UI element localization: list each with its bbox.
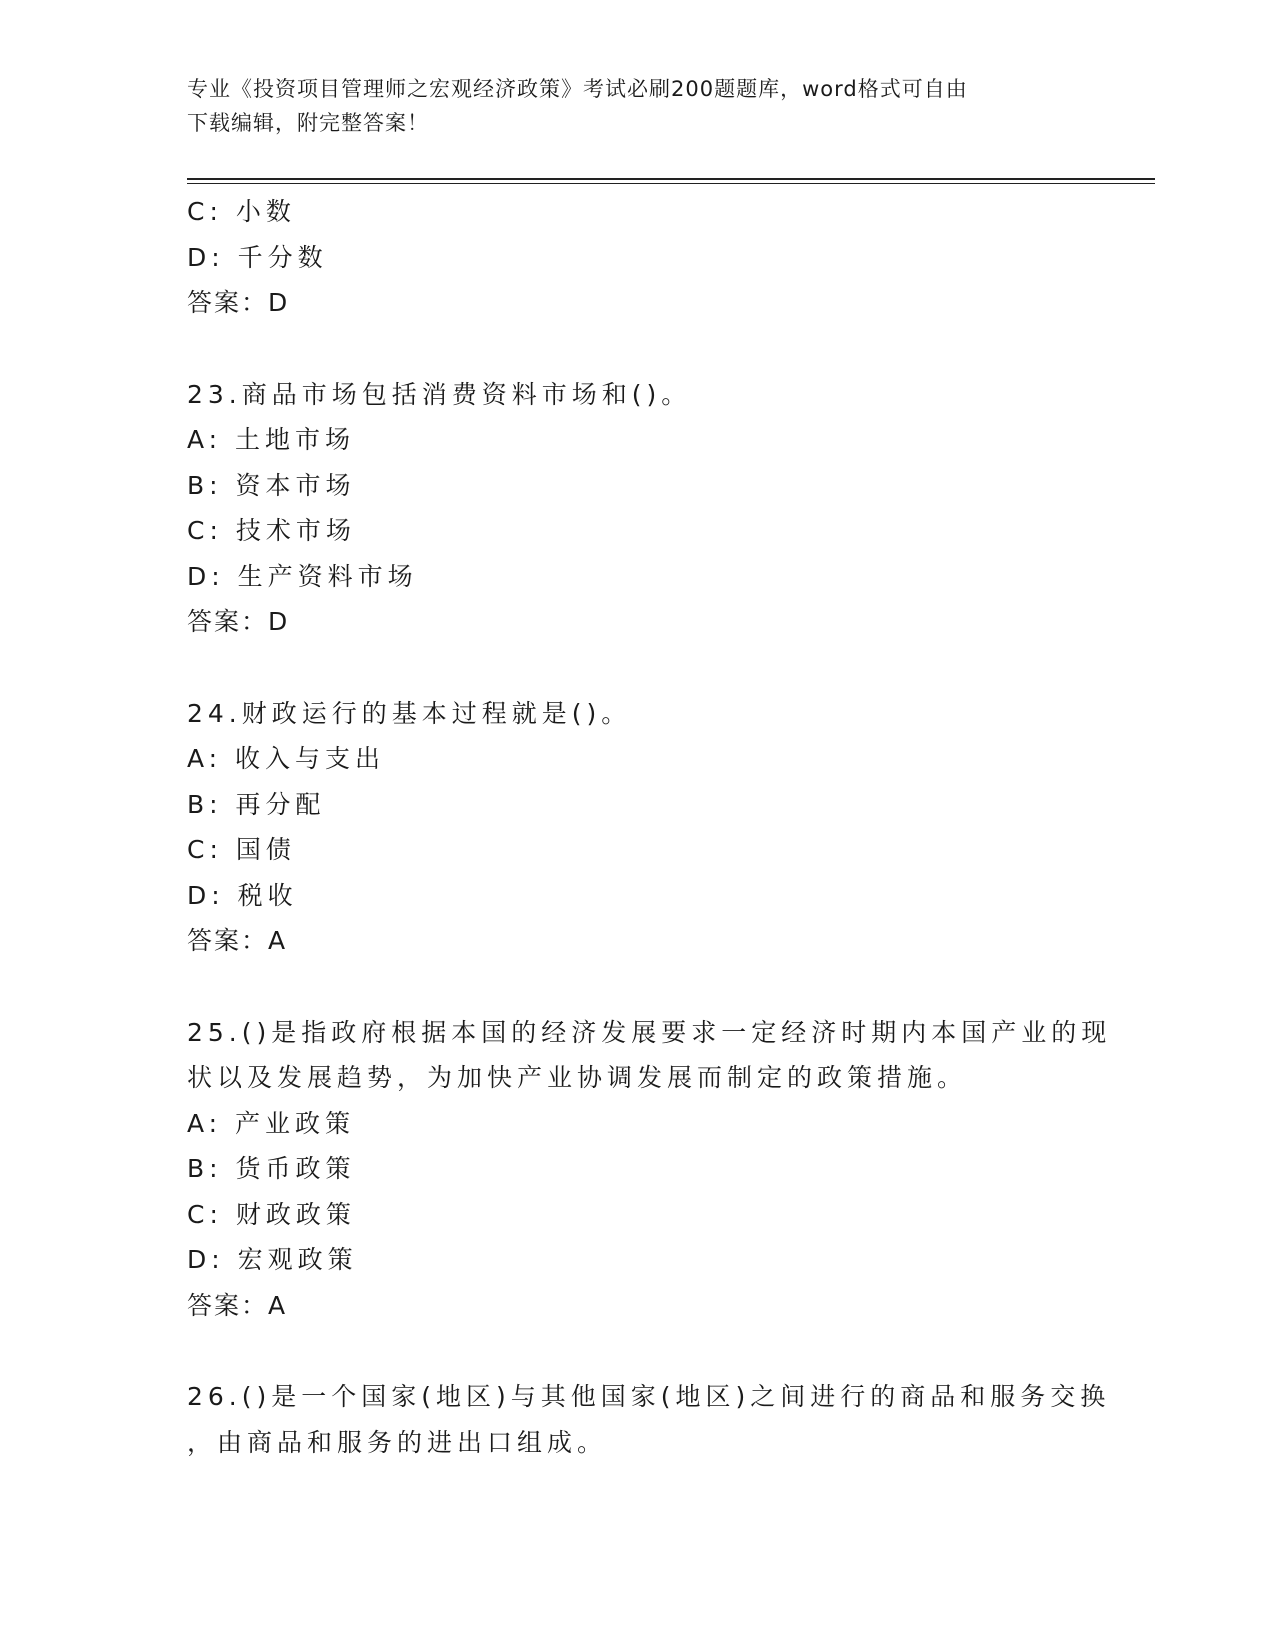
question-block-25 xyxy=(187,1010,1112,1329)
header-rule-thick xyxy=(187,178,1155,180)
option-d: D: 税收 xyxy=(187,880,298,910)
header-line-1: 专业《投资项目管理师之宏观经济政策》考试必刷200题题库，word格式可自由 xyxy=(187,77,968,101)
answer: 答案：D xyxy=(187,288,290,317)
question-stem: 23.商品市场包括消费资料市场和()。 xyxy=(187,379,692,409)
answer: 答案：A xyxy=(187,926,288,955)
option-a: A: 产业政策 xyxy=(187,1108,356,1138)
document-header xyxy=(187,72,1067,140)
question-stem-line-2: ，由商品和服务的进出口组成。 xyxy=(187,1427,608,1457)
option-c: C: 财政政策 xyxy=(187,1199,356,1229)
option-b: B: 资本市场 xyxy=(187,470,356,500)
answer: 答案：D xyxy=(187,607,290,636)
option-d: D: 宏观政策 xyxy=(187,1245,358,1274)
question-block-24 xyxy=(187,691,1087,964)
question-stem-line-1: 26.()是一个国家(地区)与其他国家(地区)之间进行的商品和服务交换 xyxy=(187,1382,1111,1411)
option-d: D: 生产资料市场 xyxy=(187,561,418,591)
header-line-2: 下载编辑，附完整答案！ xyxy=(187,111,429,135)
option-a: A: 收入与支出 xyxy=(187,744,386,773)
option-d: D: 千分数 xyxy=(187,242,328,272)
question-block-prev xyxy=(187,189,1087,326)
header-rule-thin xyxy=(187,183,1155,184)
option-c: C: 国债 xyxy=(187,835,296,864)
question-stem-line-2: 状以及发展趋势，为加快产业协调发展而制定的政策措施。 xyxy=(187,1063,968,1092)
option-c: C: 技术市场 xyxy=(187,516,356,545)
question-stem: 24.财政运行的基本过程就是()。 xyxy=(187,698,632,728)
question-block-26 xyxy=(187,1374,1111,1465)
option-c: C: 小数 xyxy=(187,197,296,226)
option-a: A: 土地市场 xyxy=(187,425,356,454)
question-list xyxy=(187,189,1112,1465)
option-b: B: 再分配 xyxy=(187,789,326,819)
option-b: B: 货币政策 xyxy=(187,1154,356,1183)
question-stem-line-1: 25.()是指政府根据本国的经济发展要求一定经济时期内本国产业的现 xyxy=(187,1017,1112,1047)
question-block-23 xyxy=(187,372,1087,645)
answer: 答案：A xyxy=(187,1290,288,1320)
